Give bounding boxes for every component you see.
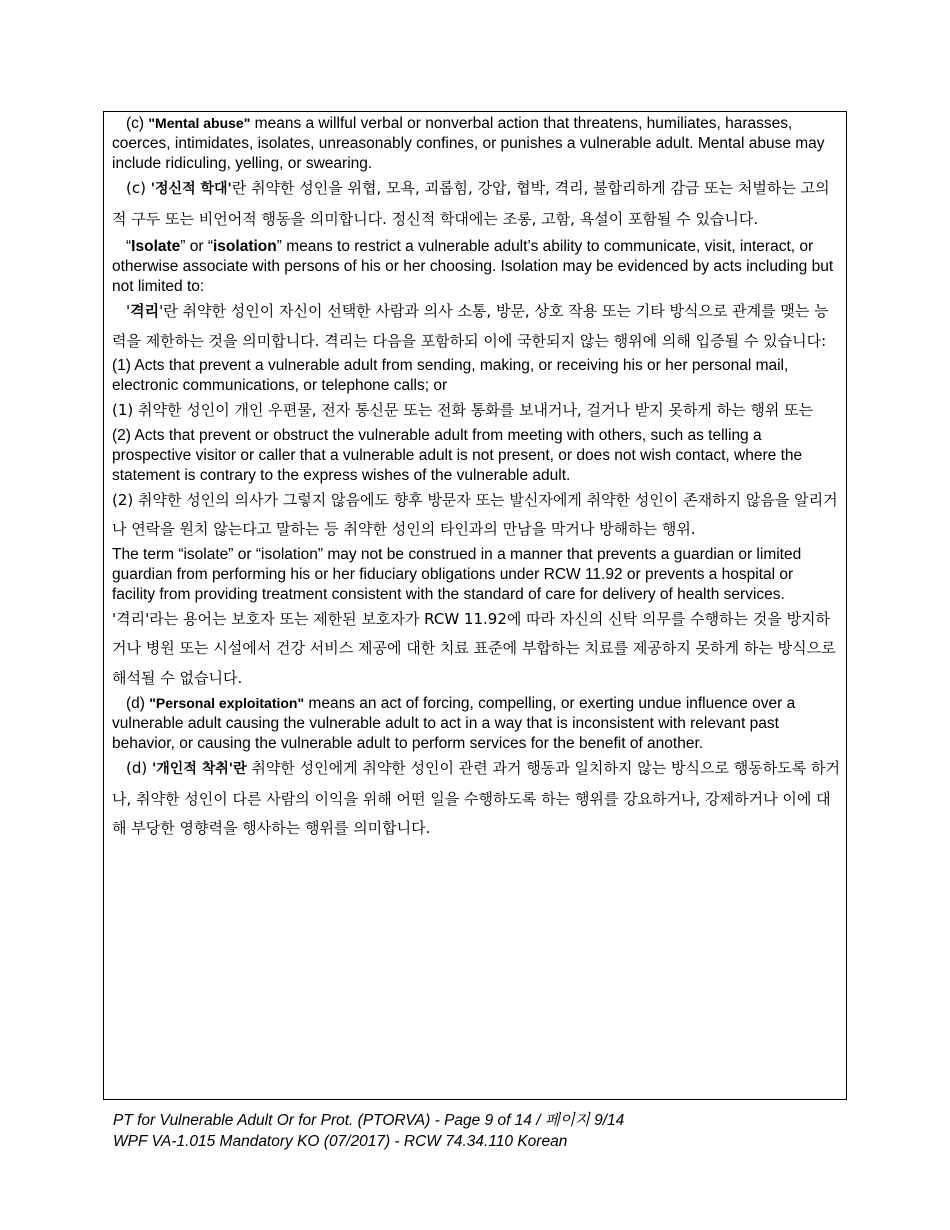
defined-term: isolation: [213, 238, 277, 255]
page-footer: [113, 1110, 624, 1152]
isolate-ko: [112, 297, 840, 356]
definition-text: 취약한 성인에게 취약한 성인이 관련 과거 행동과 일치하지 않는 방식으로 행동하도록 하거나, 취약한 성인이 다른 사람의 이익을 위해 어떤 일을 수행하도록 하는 행위를 강요하거나, 강제하거나 이에 대해 부당한 영향력을 행사하는 행위를 의미합니다.: [112, 759, 840, 837]
definition-text: ” means to restrict a vulnerable adult’s ability to communicate, visit, interact, or otherwise associate with persons of his or her choosing. Isolation may be evidenced by acts including but not limited to:: [112, 238, 834, 295]
definition-text: 란 취약한 성인을 위협, 모욕, 괴롭힘, 강압, 협박, 격리, 불합리하게 감금 또는 처벌하는 고의적 구두 또는 비언어적 행동을 의미합니다. 정신적 학대에는 조롱, 고함, 욕설이 포함될 수 있습니다.: [112, 179, 830, 228]
defined-term: "Personal exploitation": [149, 695, 305, 711]
term-note-en: The term “isolate” or “isolation” may not be construed in a manner that prevents a guardian or limited guardian from performing his or her fiduciary obligations under RCW 11.92 or prevents a hospital or facility from providing treatment consistent with the standard of care for delivery of health services.: [112, 545, 802, 603]
item1-ko: (1) 취약한 성인이 개인 우편물, 전자 통신문 또는 전화 통화를 보내거나, 걸거나 받지 못하게 하는 행위 또는: [112, 401, 814, 419]
footer-page-info: PT for Vulnerable Adult Or for Prot. (PTORVA) - Page 9 of 14 / 페이지 9/14: [113, 1112, 625, 1129]
clause-prefix: (c): [126, 115, 149, 132]
definition-text: means an act of forcing, compelling, or exerting undue influence over a vulnerable adult causing the vulnerable adult to act in a way that is inconsistent with relevant past behavior, or causing the vulnerable adult to perform services for the benefit of another.: [112, 695, 796, 752]
mental-abuse-en: [112, 113, 840, 174]
item1-en: (1) Acts that prevent a vulnerable adult from sending, making, or receiving his or her personal mail, electronic communications, or telephone calls; or: [112, 357, 789, 394]
quote-mark: ': [126, 302, 131, 320]
exploitation-en: [112, 693, 840, 754]
document-body: [112, 113, 840, 844]
definition-text: '란 취약한 성인이 자신이 선택한 사람과 의사 소통, 방문, 상호 작용 또는 기타 방식으로 관계를 맺는 능력을 제한하는 것을 의미합니다. 격리는 다음을 포함하되 이에 국한되지 않는 행위에 의해 입증될 수 있습니다:: [112, 302, 829, 350]
exploitation-ko: [112, 754, 840, 844]
defined-term: '정신적 학대': [150, 181, 232, 197]
item2-en: (2) Acts that prevent or obstruct the vulnerable adult from meeting with others, such as telling a prospective visitor or caller that a vulnerable adult is not present, or does not wish contact, where the statement is contrary to the express wishes of the vulnerable adult.: [112, 426, 803, 484]
defined-term: 격리: [130, 302, 160, 320]
item2-ko: (2) 취약한 성인의 의사가 그렇지 않음에도 향후 방문자 또는 발신자에게 취약한 성인이 존재하지 않음을 알리거나 연락을 원치 않는다고 말하는 등 취약한 성인의 타인과의 만남을 막거나 방해하는 행위.: [112, 490, 838, 538]
defined-term: '개인적 착취'란: [152, 761, 247, 777]
isolate-en: [112, 237, 840, 297]
quote-mark: ” or “: [180, 238, 213, 255]
defined-term: "Mental abuse": [148, 115, 251, 131]
defined-term: Isolate: [131, 238, 181, 255]
mental-abuse-ko: [112, 174, 840, 234]
term-note-ko: '격리'라는 용어는 보호자 또는 제한된 보호자가 RCW 11.92에 따라 자신의 신탁 의무를 수행하는 것을 방지하거나 병원 또는 시설에서 건강 서비스 제공에 대한 치료 표준에 부합하는 치료를 제공하지 못하게 하는 방식으로 해석될 수 없습니다.: [112, 609, 836, 687]
clause-prefix: (d): [126, 759, 152, 777]
quote-mark: “: [126, 238, 132, 255]
definition-text: means a willful verbal or nonverbal action that threatens, humiliates, harasses, coerces, intimidates, isolates, unreasonably confines, or punishes a vulnerable adult. Mental abuse may include ridiculing, yelling, or swearing.: [112, 115, 825, 172]
clause-prefix: (c): [126, 179, 151, 197]
footer-form-id: WPF VA-1.015 Mandatory KO (07/2017) - RCW 74.34.110 Korean: [113, 1133, 568, 1150]
clause-prefix: (d): [126, 695, 150, 712]
